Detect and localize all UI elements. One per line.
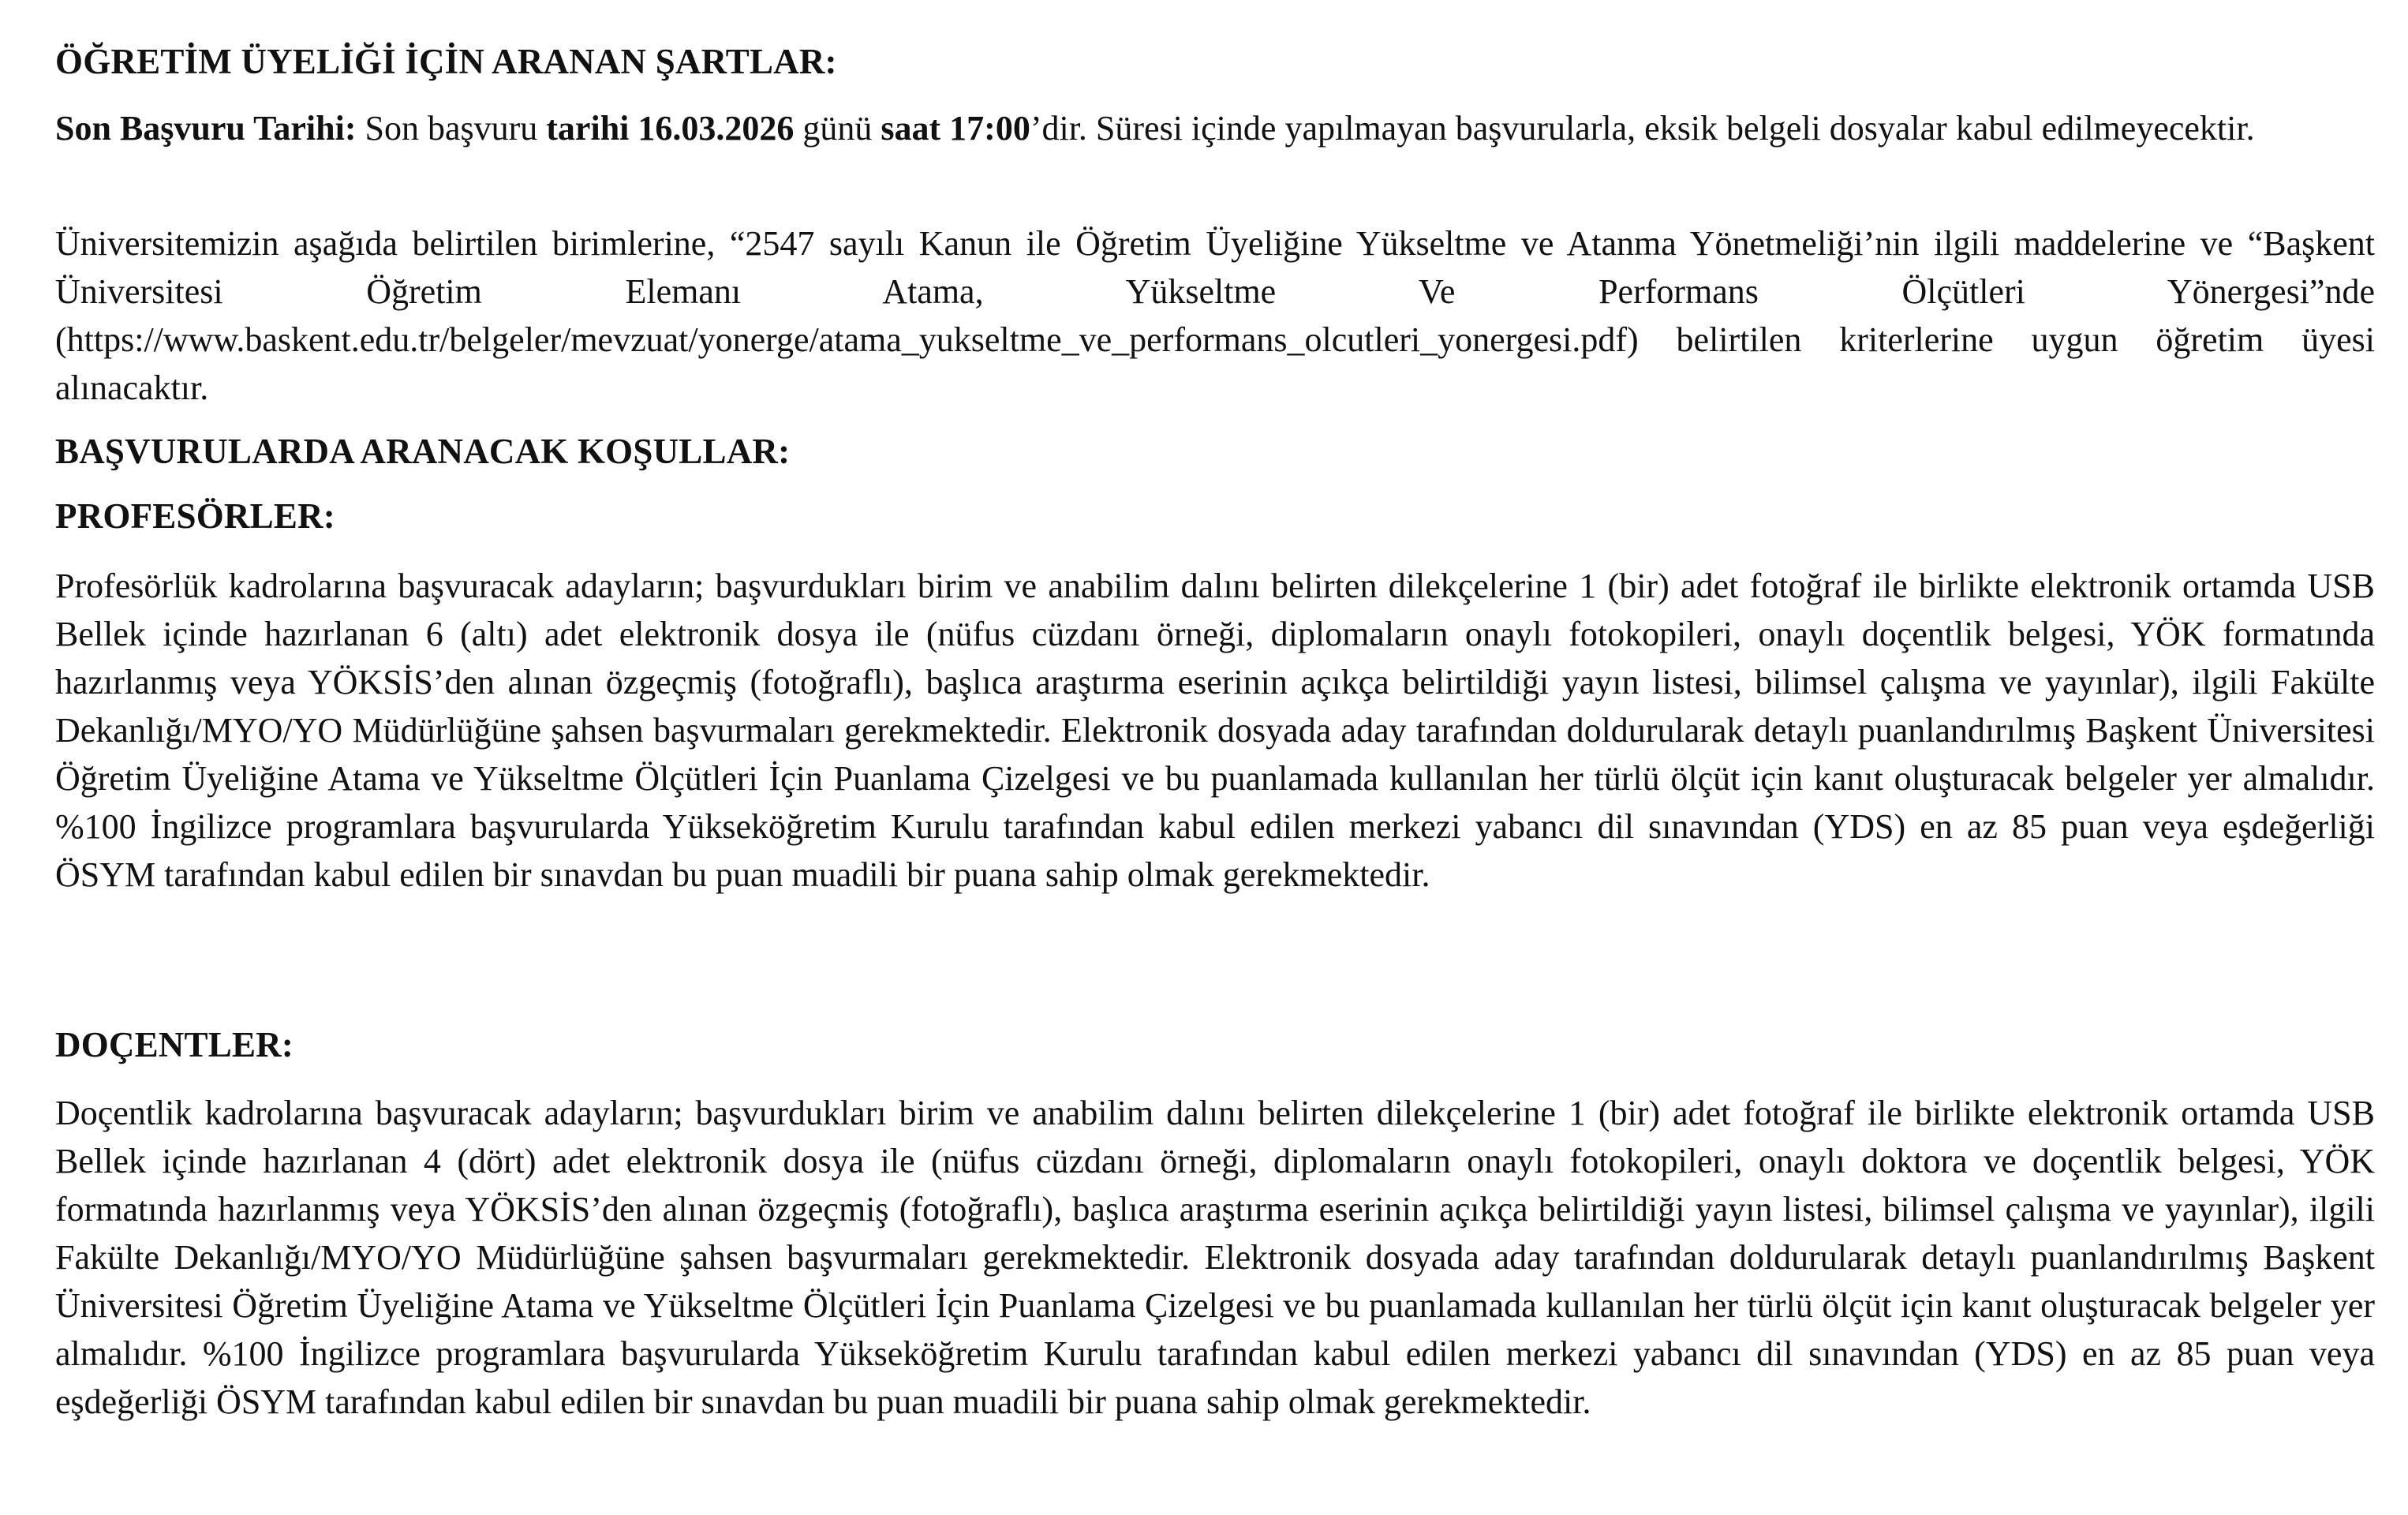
deadline-text-3: ’dir. Süresi içinde yapılmayan başvurularla, eksik belgeli dosyalar kabul edilmeyecektir.: [1030, 109, 2255, 148]
intro-paragraph: Üniversitemizin aşağıda belirtilen birimlerine, “2547 sayılı Kanun ile Öğretim Üyeliğine Yükseltme ve Atanma Yönetmeliği’nin ilgili maddelerine ve “Başkent Üniversitesi Öğretim Elemanı Atama, Yükseltme Ve Performans Ölçütleri Yönergesi”nde (https://www.baskent.edu.tr/belgeler/mevzuat/yonerge/atama_yukseltme_ve_performans_olcutleri_yonergesi.pdf) belirtilen kriterlerine uygun öğretim üyesi alınacaktır.: [55, 224, 2375, 407]
deadline-paragraph: [55, 104, 2375, 152]
conditions-heading: BAŞVURULARDA ARANACAK KOŞULLAR:: [55, 432, 791, 471]
deadline-text-2: günü: [794, 109, 881, 148]
associate-professors-heading: DOÇENTLER:: [55, 1025, 294, 1064]
professors-heading: PROFESÖRLER:: [55, 496, 335, 536]
page-title: ÖĞRETİM ÜYELİĞİ İÇİN ARANAN ŞARTLAR:: [55, 42, 837, 81]
associate-professors-paragraph: Doçentlik kadrolarına başvuracak adayların; başvurdukları birim ve anabilim dalını belirten dilekçelerine 1 (bir) adet fotoğraf ile birlikte elektronik ortamda USB Bellek içinde hazırlanan 4 (dört) adet elektronik dosya ile (nüfus cüzdanı örneği, diplomaların onaylı fotokopileri, onaylı doktora ve doçentlik belgesi, YÖK formatında hazırlanmış veya YÖKSİS’den alınan özgeçmiş (fotoğraflı), başlıca araştırma eserinin açıkça belirtildiği yayın listesi, bilimsel çalışma ve yayınlar), ilgili Fakülte Dekanlığı/MYO/YO Müdürlüğüne şahsen başvurmaları gerekmektedir. Elektronik dosyada aday tarafından doldurularak detaylı puanlandırılmış Başkent Üniversitesi Öğretim Üyeliğine Atama ve Yükseltme Ölçütleri İçin Puanlama Çizelgesi ve bu puanlamada kullanılan her türlü ölçüt için kanıt oluşturacak belgeler yer almalıdır. %100 İngilizce programlara başvurularda Yükseköğretim Kurulu tarafından kabul edilen merkezi yabancı dil sınavından (YDS) en az 85 puan veya eşdeğerliği ÖSYM tarafından kabul edilen bir sınavdan bu puan muadili bir puana sahip olmak gerekmektedir.: [55, 1094, 2375, 1421]
deadline-label: Son Başvuru Tarihi:: [55, 109, 357, 148]
professors-paragraph: Profesörlük kadrolarına başvuracak adayların; başvurdukları birim ve anabilim dalını belirten dilekçelerine 1 (bir) adet fotoğraf ile birlikte elektronik ortamda USB Bellek içinde hazırlanan 6 (altı) adet elektronik dosya ile (nüfus cüzdanı örneği, diplomaların onaylı fotokopileri, onaylı doçentlik belgesi, YÖK formatında hazırlanmış veya YÖKSİS’den alınan özgeçmiş (fotoğraflı), başlıca araştırma eserinin açıkça belirtildiği yayın listesi, bilimsel çalışma ve yayınlar), ilgili Fakülte Dekanlığı/MYO/YO Müdürlüğüne şahsen başvurmaları gerekmektedir. Elektronik dosyada aday tarafından doldurularak detaylı puanlandırılmış Başkent Üniversitesi Öğretim Üyeliğine Atama ve Yükseltme Ölçütleri İçin Puanlama Çizelgesi ve bu puanlamada kullanılan her türlü ölçüt için kanıt oluşturacak belgeler yer almalıdır. %100 İngilizce programlara başvurularda Yükseköğretim Kurulu tarafından kabul edilen merkezi yabancı dil sınavından (YDS) en az 85 puan veya eşdeğerliği ÖSYM tarafından kabul edilen bir sınavdan bu puan muadili bir puana sahip olmak gerekmektedir.: [55, 567, 2375, 894]
deadline-time: saat 17:00: [881, 109, 1030, 148]
deadline-text-1: Son başvuru: [356, 109, 547, 148]
deadline-date: tarihi 16.03.2026: [546, 109, 795, 148]
